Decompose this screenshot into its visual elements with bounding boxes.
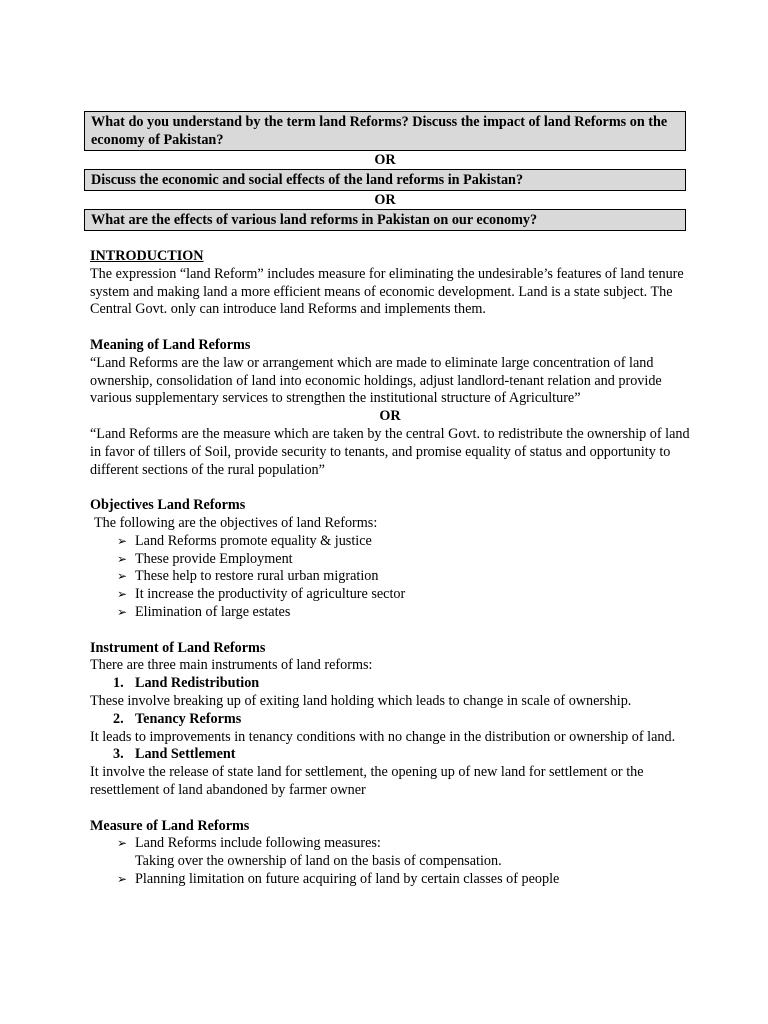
question-block <box>84 111 686 231</box>
arrow-bullet-icon: ➢ <box>117 551 128 566</box>
list-item-text: Elimination of large estates <box>135 603 291 620</box>
objectives-list <box>90 533 690 622</box>
meaning-or: OR <box>379 408 401 425</box>
arrow-bullet-icon: ➢ <box>117 569 128 584</box>
instrument-title-2: 2. Tenancy Reforms <box>113 710 242 727</box>
measures-heading: Measure of Land Reforms <box>90 817 250 834</box>
arrow-bullet-icon: ➢ <box>117 871 128 886</box>
introduction-heading: INTRODUCTION <box>90 248 204 264</box>
list-item <box>117 551 690 569</box>
measures-sub-text: Taking over the ownership of land on the basis of compensation. <box>135 853 502 870</box>
list-item-text: These provide Employment <box>135 550 293 567</box>
spacer <box>90 479 690 497</box>
list-item-text: These help to restore rural urban migration <box>135 568 379 585</box>
measures-list-2 <box>90 871 690 889</box>
list-item <box>117 533 690 551</box>
arrow-bullet-icon: ➢ <box>117 533 128 548</box>
instrument-text-3: It involve the release of state land for settlement, the opening up of new land for settlement or the resettlement of land abandoned by farmer owner <box>90 764 644 798</box>
list-item <box>117 871 690 889</box>
spacer <box>90 319 690 337</box>
list-item-text: It increase the productivity of agriculture sector <box>135 586 406 603</box>
question-box-2: Discuss the economic and social effects of the land reforms in Pakistan? <box>84 169 686 191</box>
meaning-definition-1: “Land Reforms are the law or arrangement which are made to eliminate large concentration of land ownership, consolidation of land into economic holdings, adjust landlord-tenant relation and provide various supplementary services to strengthen the institutional structure of Agriculture” <box>90 354 662 407</box>
list-item-text: Planning limitation on future acquiring of land by certain classes of people <box>135 870 560 887</box>
instruments-intro: There are three main instruments of land reforms: <box>90 657 373 674</box>
document-body <box>90 248 690 889</box>
list-item <box>117 586 690 604</box>
meaning-definition-2: “Land Reforms are the measure which are taken by the central Govt. to redistribute the ownership of land in favor of tillers of Soil, provide security to tenants, and promise equality of status and opportunity to different sections of the rural population” <box>90 425 690 478</box>
instruments-heading: Instrument of Land Reforms <box>90 639 266 656</box>
list-item-text: Land Reforms promote equality & justice <box>135 532 372 549</box>
instrument-text-1: These involve breaking up of exiting land holding which leads to change in scale of ownership. <box>90 692 632 709</box>
instrument-title-1: 1. Land Redistribution <box>113 675 260 692</box>
arrow-bullet-icon: ➢ <box>117 587 128 602</box>
or-separator-1: OR <box>374 152 396 168</box>
list-item <box>117 568 690 586</box>
list-item-text: Land Reforms include following measures: <box>135 835 381 852</box>
or-separator-2: OR <box>374 192 396 208</box>
objectives-heading: Objectives Land Reforms <box>90 497 246 514</box>
meaning-heading: Meaning of Land Reforms <box>90 336 251 353</box>
spacer <box>90 622 690 640</box>
objectives-intro: The following are the objectives of land Reforms: <box>94 514 378 531</box>
instrument-title-3: 3. Land Settlement <box>113 746 236 763</box>
introduction-text: The expression “land Reform” includes measure for eliminating the undesirable’s features of land tenure system and making land a more efficient means of economic development. Land is a state subject. The Central Govt. only can introduce land Reforms and implements them. <box>90 265 684 318</box>
measures-list <box>90 835 690 853</box>
list-item <box>117 835 690 853</box>
arrow-bullet-icon: ➢ <box>117 604 128 619</box>
list-item <box>117 604 690 622</box>
instrument-text-2: It leads to improvements in tenancy conditions with no change in the distribution or ownership of land. <box>90 728 676 745</box>
question-box-3: What are the effects of various land reforms in Pakistan on our economy? <box>84 209 686 231</box>
arrow-bullet-icon: ➢ <box>117 836 128 851</box>
question-box-1: What do you understand by the term land Reforms? Discuss the impact of land Reforms on the economy of Pakistan? <box>84 111 686 151</box>
spacer <box>90 800 690 818</box>
